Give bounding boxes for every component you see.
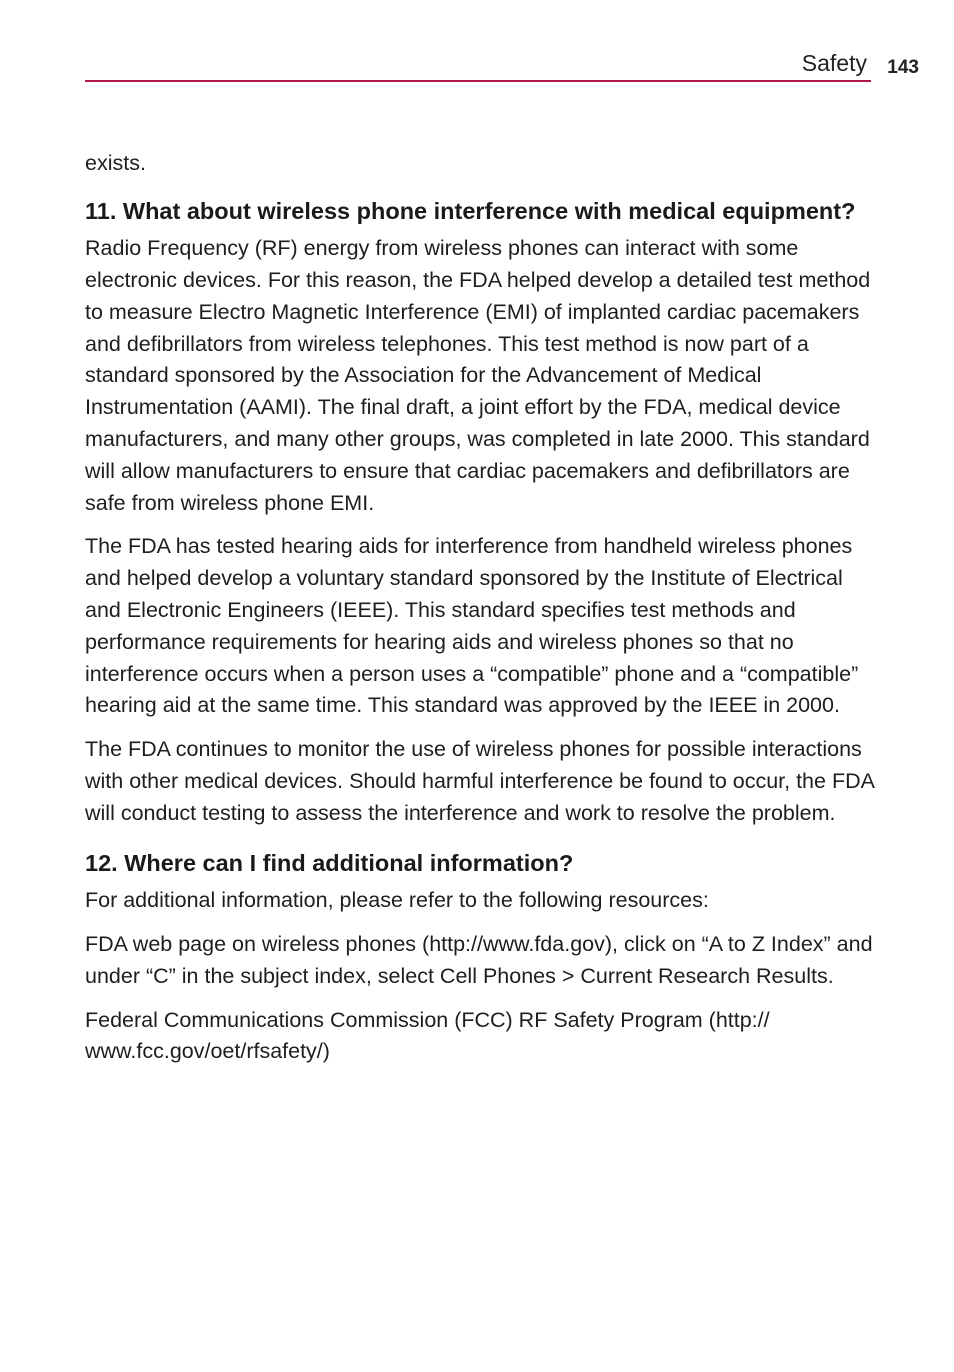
question-12-heading: 12. Where can I find additional information? bbox=[85, 849, 574, 876]
section-title: Safety bbox=[801, 50, 867, 76]
question-11-paragraph: Radio Frequency (RF) energy from wireless phones can interact with some electronic devices. For this reason, the FDA helped develop a detailed test method to measure Electro Magnetic Interference (EMI) of implanted cardiac pacemakers and defibrillators from wireless telephones. This test method is now part of a standard sponsored by the Association for the Advancement of Medical Instrumentation (AAMI). The final draft, a joint effort by the FDA, medical device manufacturers, and many other groups, was completed in late 2000. This standard will allow manufacturers to ensure that cardiac pacemakers and defibrillators are safe from wireless phone EMI. bbox=[85, 236, 871, 515]
resource-fda: FDA web page on wireless phones (http://www.fda.gov), click on “A to Z Index” and under “C” in the subject index, select Cell Phones > Current Research Results. bbox=[85, 931, 873, 988]
page-header bbox=[85, 46, 919, 86]
resource-fcc: Federal Communications Commission (FCC) RF Safety Program (http:// www.fcc.gov/oet/rfsafety/) bbox=[85, 1007, 770, 1064]
header-divider bbox=[85, 80, 871, 82]
question-11-heading: 11. What about wireless phone interference with medical equipment? bbox=[85, 197, 856, 224]
question-11-paragraph: The FDA has tested hearing aids for interference from handheld wireless phones and helped develop a voluntary standard sponsored by the Institute of Electrical and Electronic Engineers (IEEE). This standard specifies test methods and performance requirements for hearing aids and wireless phones so that no interference occurs when a person uses a “compatible” phone and a “compatible” hearing aid at the same time. This standard was approved by the IEEE in 2000. bbox=[85, 534, 859, 718]
continuation-text: exists. bbox=[85, 151, 146, 175]
page-number: 143 bbox=[887, 57, 919, 78]
page-content bbox=[85, 148, 875, 1080]
question-12-paragraph: For additional information, please refer to the following resources: bbox=[85, 888, 709, 913]
question-11-paragraph: The FDA continues to monitor the use of wireless phones for possible interactions with other medical devices. Should harmful interference be found to occur, the FDA will conduct testing to assess the interference and work to resolve the problem. bbox=[85, 737, 874, 825]
